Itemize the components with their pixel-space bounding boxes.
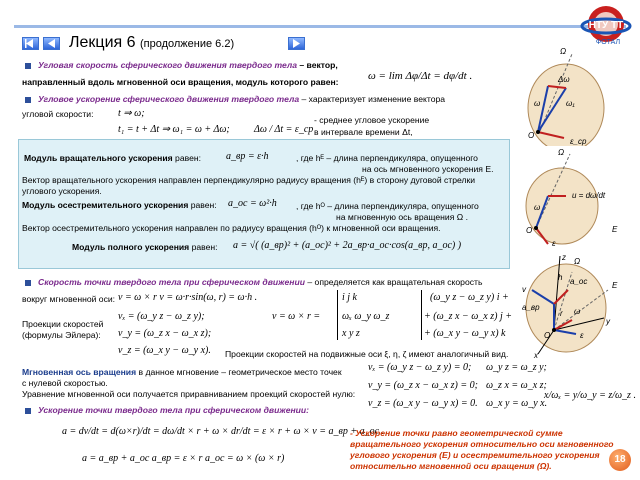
- point-velocity-text: Скорость точки твердого тела при сферическом движении – определяется как вращательная скорость: [38, 277, 483, 287]
- rotational-accel-desc-2: углового ускорения.: [22, 186, 102, 196]
- point-velocity-text-2: вокруг мгновенной оси:: [22, 294, 116, 304]
- formula-row-2: t₁ = t + Δt ⇒ ω₁ = ω + Δω;: [118, 124, 230, 135]
- logo-subtext: ФОТАЛ: [595, 39, 621, 46]
- header-divider: [14, 25, 626, 28]
- figure-angular-acceleration: [508, 148, 628, 248]
- skip-back-icon: [23, 38, 38, 49]
- instant-axis-eq-3: v_z = (ω_x y − ω_y x) = 0.: [368, 398, 478, 409]
- fig2-w-label: ω: [534, 203, 541, 212]
- logo-text: НТУ ТТ: [588, 20, 624, 31]
- instant-axis-res-1: ω_y z = ω_z y;: [486, 362, 547, 373]
- university-logo: [578, 4, 634, 48]
- fig2-origin-label: O: [526, 226, 533, 235]
- centripetal-accel-note: , где hᴼ – длина перпендикуляра, опущенного: [296, 201, 479, 211]
- determinant-row-1: i j k: [342, 292, 357, 303]
- rotational-accel-note-2: на ось мгновенного ускорения E.: [362, 164, 494, 174]
- instant-axis-res-2: ω_z x = ω_x z;: [486, 380, 547, 391]
- instant-axis-eq-2: v_y = (ω_z x − ω_x z) = 0;: [368, 380, 478, 391]
- moving-axes-note: Проекции скоростей на подвижные оси ξ, η, ζ имеют аналогичный вид.: [225, 349, 509, 359]
- determinant-result-1: (ω_y z − ω_z y) i +: [430, 292, 509, 303]
- fig3-r-label: r: [560, 309, 563, 318]
- fig3-h-label: h: [558, 273, 563, 282]
- fig3-x-label: x: [534, 351, 538, 360]
- angular-acceleration-text-2: угловой скорости:: [22, 109, 94, 119]
- average-acceleration-note: - среднее угловое ускорение: [314, 115, 430, 125]
- fig3-avr-label: a_вр: [522, 303, 540, 312]
- acceleration-note: - Ускорение точки равно геометрической сумме вращательного ускорения относительно оси мгновенного углового ускорения (E) и осестремительного ускорения относительно мгновенной оси вращения (Ω).: [350, 428, 614, 471]
- bullet: [25, 63, 31, 69]
- fig3-v-label: v: [522, 285, 526, 294]
- projections-label: Проекции скоростей: [22, 319, 104, 329]
- instant-axis-text: Мгновенная ось вращения в данное мгновение – геометрическое место точек: [22, 367, 342, 377]
- fig1-origin-label: O: [528, 131, 535, 140]
- fig3-z-label: z: [562, 253, 566, 262]
- fig2-eps-label: ε: [552, 239, 556, 248]
- determinant-result-2: + (ω_z x − ω_x z) j +: [424, 311, 512, 322]
- figure-angular-acceleration-average: [508, 46, 628, 146]
- determinant-result-3: + (ω_x y − ω_y x) k: [424, 328, 506, 339]
- angular-acceleration-text: Угловое ускорение сферического движения твердого тела – характеризует изменение вектора: [38, 94, 446, 104]
- full-accel-formula: a = √( (a_вр)² + (a_oc)² + 2a_вр·a_oc·cos(a_вр, a_oc) ): [233, 240, 462, 251]
- fig2-e-label: E: [612, 225, 618, 234]
- centripetal-accel-formula: a_oc = ω²·h: [228, 198, 277, 209]
- figure-point-velocity: [508, 250, 628, 360]
- fig1-dw-label: Δω: [558, 75, 570, 84]
- next-slide-button[interactable]: [288, 37, 305, 50]
- angular-velocity-formula: ω = lim Δφ/Δt = dφ/dt .: [368, 70, 473, 82]
- projections-label-2: (формулы Эйлера):: [22, 330, 101, 340]
- fig2-omega-label: Ω: [558, 148, 565, 157]
- instant-axis-text-3: Уравнение мгновенной оси получается приравниванием проекций скоростей нулю:: [22, 389, 356, 399]
- euler-vy: v_y = (ω_z x − ω_x z);: [118, 328, 212, 339]
- fig1-w-label: ω: [534, 99, 541, 108]
- centripetal-accel-desc: Вектор осестремительного ускорения направлен по радиусу вращения (hᴼ) к мгновенной оси вращения.: [22, 223, 441, 233]
- euler-vz: v_z = (ω_x y − ω_y x).: [118, 345, 211, 356]
- centripetal-accel-label: Модуль осестремительного ускорения равен:: [22, 200, 217, 210]
- bullet: [25, 97, 31, 103]
- average-acceleration-note-2: в интервале времени Δt,: [314, 127, 413, 137]
- determinant-bar-right: [421, 290, 422, 340]
- determinant-row-3: x y z: [342, 328, 360, 339]
- first-slide-button[interactable]: [22, 37, 39, 50]
- centripetal-accel-note-2: на мгновенную ось вращения Ω .: [336, 212, 468, 222]
- fig3-w-label: ω: [574, 307, 581, 316]
- rotational-accel-desc: Вектор вращательного ускорения направлен перпендикулярно радиусу вращения (hᴱ) в сторону дуговой стрелки: [22, 175, 476, 185]
- rotational-accel-formula: a_вр = ε·h: [226, 151, 269, 162]
- fig1-w1-label: ω₁: [566, 99, 575, 108]
- formula-row-3: Δω / Δt = ε_ср: [254, 124, 314, 135]
- arrow-right-icon: [289, 38, 304, 49]
- fig3-e-label: E: [612, 281, 618, 290]
- fig2-u-label: u = dω/dt: [572, 191, 606, 200]
- fig3-y-label: y: [606, 317, 610, 326]
- page-number-badge: 18: [609, 449, 631, 471]
- full-accel-label: Модуль полного ускорения равен:: [72, 242, 218, 252]
- bullet: [25, 408, 31, 414]
- rotational-accel-note: , где hᴱ – длина перпендикуляра, опущенного: [296, 153, 478, 163]
- acceleration-components: a = a_вр + a_oc a_вр = ε × r a_oc = ω × (ω × r): [82, 453, 285, 464]
- velocity-formula: v = ω × r v = ω·r·sin(ω, r) = ω·h .: [118, 292, 258, 303]
- fig3-eps-label: ε: [580, 331, 584, 340]
- determinant-bar-left: [337, 290, 338, 340]
- instant-axis-eq-1: vₓ = (ω_y z − ω_z y) = 0;: [368, 362, 472, 373]
- instant-axis-final: x/ωₓ = y/ω_y = z/ω_z .: [544, 390, 636, 401]
- fig3-origin-label: O: [544, 331, 551, 340]
- fig3-omega-label: Ω: [574, 257, 581, 266]
- arrow-left-icon: [44, 38, 59, 49]
- angular-velocity-text-2: направленный вдоль мгновенной оси вращения, модуль которого равен:: [22, 77, 339, 87]
- fig3-aoc-label: a_oc: [570, 277, 588, 286]
- angular-velocity-text: Угловая скорость сферического движения твердого тела – вектор,: [38, 60, 338, 70]
- instant-axis-text-2: с нулевой скоростью.: [22, 378, 108, 388]
- fig1-eps-label: ε_ср: [570, 137, 587, 146]
- rotational-accel-label: Модуль вращательного ускорения равен:: [24, 153, 202, 163]
- point-acceleration-text: Ускорение точки твердого тела при сферическом движении:: [38, 405, 310, 415]
- acceleration-derivation: a = dv/dt = d(ω×r)/dt = dω/dt × r + ω × dr/dt = ε × r + ω × v = a_вр + a_oc .: [62, 426, 385, 437]
- formula-row-1: t ⇒ ω;: [118, 108, 145, 119]
- euler-vx: vₓ = (ω_y z − ω_z y);: [118, 311, 205, 322]
- instant-axis-res-3: ω_x y = ω_y x.: [486, 398, 548, 409]
- determinant-row-2: ωₓ ω_y ω_z: [342, 311, 390, 322]
- determinant-lhs: v = ω × r =: [272, 311, 321, 322]
- bullet: [25, 280, 31, 286]
- page-title: Лекция 6 (продолжение 6.2): [69, 34, 235, 51]
- prev-slide-button[interactable]: [43, 37, 60, 50]
- fig1-omega-label: Ω: [560, 47, 567, 56]
